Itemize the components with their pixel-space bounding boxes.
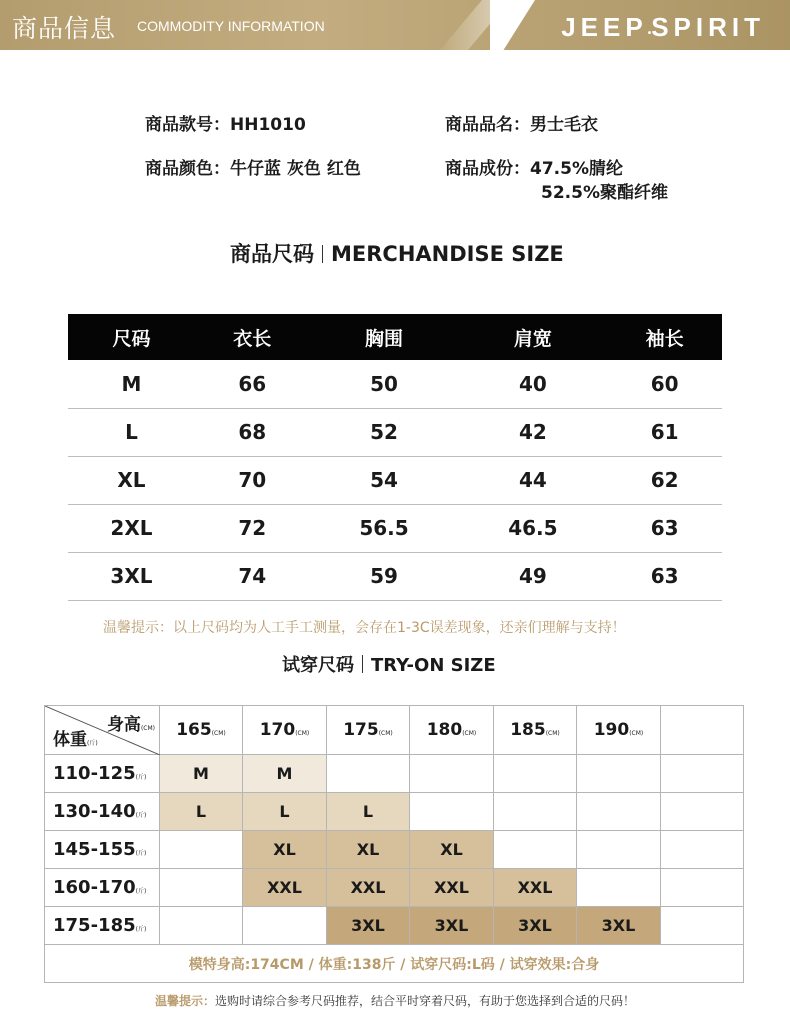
weight-row-header: [45, 907, 160, 945]
header-cell: 袖长: [607, 314, 722, 360]
height-unit: (CM): [462, 730, 477, 737]
tryon-cell: XL: [410, 831, 494, 869]
size-title-cn: 商品尺码: [230, 242, 314, 266]
empty-cell: [661, 793, 744, 831]
length-cell: 74: [195, 552, 310, 600]
tryon-cell: L: [160, 793, 243, 831]
height-col-header: [494, 706, 577, 755]
tryon-cell: XXL: [327, 869, 410, 907]
model-info-row: [45, 945, 744, 983]
product-material: [445, 154, 623, 179]
shoulder-cell: 49: [458, 552, 607, 600]
weight-row-header: [45, 869, 160, 907]
length-cell: 66: [195, 360, 310, 408]
height-axis-label: [107, 710, 155, 735]
tryon-cell: M: [160, 755, 243, 793]
measurement-tip: 温馨提示：以上尺码均为人工手工测量，会存在1-3C误差现象，还亲们理解与支持！: [103, 620, 626, 636]
height-col-header: [243, 706, 327, 755]
tryon-cell: XXL: [410, 869, 494, 907]
shoulder-cell: 44: [458, 456, 607, 504]
header-banner: [0, 0, 790, 50]
name-value: 男士毛衣: [530, 115, 598, 135]
bottom-tip: [0, 992, 790, 1009]
sleeve-cell: 63: [607, 504, 722, 552]
height-unit: (CM): [211, 730, 226, 737]
size-cell: 2XL: [68, 504, 195, 552]
size-table: [68, 314, 722, 601]
bottom-tip-text: 选购时请综合参考尺码推荐，结合平时穿着尺码，有助于您选择到合适的尺码！: [215, 994, 636, 1008]
tryon-cell: [577, 793, 661, 831]
header-cell: 胸围: [310, 314, 459, 360]
header-cell: 衣长: [195, 314, 310, 360]
tryon-row: [45, 907, 744, 945]
height-unit: (CM): [378, 730, 393, 737]
style-label: 商品款号：: [145, 115, 230, 135]
tryon-row: [45, 869, 744, 907]
tryon-cell: [160, 831, 243, 869]
style-value: HH1010: [230, 115, 306, 135]
size-cell: L: [68, 408, 195, 456]
height-unit: (CM): [545, 730, 560, 737]
weight-row-header: [45, 755, 160, 793]
banner-title-en: COMMODITY INFORMATION: [137, 18, 325, 34]
tryon-cell: [410, 755, 494, 793]
banner-title-cn: 商品信息: [12, 14, 117, 43]
height-value: 180: [426, 720, 463, 740]
tryon-row: [45, 793, 744, 831]
tryon-cell: 3XL: [410, 907, 494, 945]
sleeve-cell: 60: [607, 360, 722, 408]
tryon-cell: [494, 831, 577, 869]
header-cell: 尺码: [68, 314, 195, 360]
title-divider: [362, 655, 363, 673]
shoulder-cell: 46.5: [458, 504, 607, 552]
empty-cell: [661, 831, 744, 869]
height-value: 190: [593, 720, 630, 740]
height-col-header: [160, 706, 243, 755]
material-line2: 52.5%聚酯纤维: [541, 183, 668, 203]
weight-unit: (斤): [135, 850, 147, 857]
table-row: [68, 456, 722, 504]
tryon-cell: M: [243, 755, 327, 793]
bottom-tip-label: 温馨提示：: [154, 994, 215, 1008]
shoulder-cell: 40: [458, 360, 607, 408]
product-name: [445, 110, 598, 135]
chest-cell: 54: [310, 456, 459, 504]
tryon-row: [45, 831, 744, 869]
sleeve-cell: 63: [607, 552, 722, 600]
tryon-cell: 3XL: [494, 907, 577, 945]
tryon-cell: [243, 907, 327, 945]
material-label: 商品成份：: [445, 159, 530, 179]
empty-cell: [661, 907, 744, 945]
height-value: 185: [510, 720, 546, 740]
tryon-title-en: TRY-ON SIZE: [371, 655, 496, 676]
name-label: 商品品名：: [445, 115, 530, 135]
tryon-cell: [577, 869, 661, 907]
weight-row-header: [45, 793, 160, 831]
length-cell: 68: [195, 408, 310, 456]
tryon-cell: XXL: [494, 869, 577, 907]
header-cell: 肩宽: [458, 314, 607, 360]
tryon-cell: [160, 869, 243, 907]
length-cell: 72: [195, 504, 310, 552]
title-divider: [322, 245, 323, 263]
tryon-cell: [494, 793, 577, 831]
height-col-header: [577, 706, 661, 755]
tryon-cell: 3XL: [327, 907, 410, 945]
size-cell: 3XL: [68, 552, 195, 600]
weight-unit: (斤): [135, 888, 147, 895]
shoulder-cell: 42: [458, 408, 607, 456]
height-unit: (CM): [140, 725, 155, 732]
tryon-title-cn: 试穿尺码: [282, 655, 354, 676]
weight-axis-label: [53, 725, 98, 750]
weight-value: 145-155: [53, 839, 136, 860]
tryon-cell: [577, 831, 661, 869]
color-label: 商品颜色：: [145, 159, 230, 179]
size-table-header: [68, 314, 722, 360]
chest-cell: 52: [310, 408, 459, 456]
tryon-cell: XXL: [243, 869, 327, 907]
weight-value: 110-125: [53, 763, 136, 784]
table-row: [68, 360, 722, 408]
tryon-cell: XL: [327, 831, 410, 869]
table-row: [68, 504, 722, 552]
weight-row-header: [45, 831, 160, 869]
product-style-no: [145, 110, 306, 135]
size-cell: M: [68, 360, 195, 408]
banner-divider: [490, 0, 535, 50]
table-row: [68, 552, 722, 600]
tryon-cell: L: [243, 793, 327, 831]
height-unit: (CM): [629, 730, 644, 737]
size-title-en: MERCHANDISE SIZE: [331, 242, 564, 266]
size-cell: XL: [68, 456, 195, 504]
weight-unit: (斤): [135, 774, 147, 781]
tryon-cell: [160, 907, 243, 945]
sleeve-cell: 62: [607, 456, 722, 504]
brand-logo: JEEP•SPIRIT: [561, 12, 765, 42]
size-section-title: [230, 238, 564, 268]
empty-cell: [661, 755, 744, 793]
tryon-cell: [577, 755, 661, 793]
height-value: 175: [343, 720, 379, 740]
tryon-row: [45, 755, 744, 793]
tryon-section-title: [282, 651, 496, 677]
height-col-header: [410, 706, 494, 755]
tryon-cell: [327, 755, 410, 793]
empty-cell: [661, 706, 744, 755]
model-info: 模特身高:174CM / 体重:138斤 / 试穿尺码:L码 / 试穿效果:合身: [45, 945, 744, 983]
material-line1: 47.5%腈纶: [530, 159, 623, 179]
weight-unit: (斤): [135, 926, 147, 933]
weight-unit: (斤): [135, 812, 147, 819]
height-label: 身高: [106, 715, 141, 735]
weight-label: 体重: [53, 730, 87, 750]
sleeve-cell: 61: [607, 408, 722, 456]
product-material-line2: [541, 178, 668, 203]
chest-cell: 50: [310, 360, 459, 408]
tryon-cell: XL: [243, 831, 327, 869]
product-colors: [145, 154, 361, 179]
tryon-corner-cell: [45, 706, 160, 755]
weight-value: 175-185: [53, 915, 136, 936]
chest-cell: 56.5: [310, 504, 459, 552]
weight-unit: (斤): [87, 740, 98, 747]
tryon-cell: L: [327, 793, 410, 831]
weight-value: 130-140: [53, 801, 136, 822]
weight-value: 160-170: [53, 877, 136, 898]
tryon-cell: [410, 793, 494, 831]
empty-cell: [661, 869, 744, 907]
tryon-cell: [494, 755, 577, 793]
length-cell: 70: [195, 456, 310, 504]
color-value: 牛仔蓝 灰色 红色: [230, 159, 361, 179]
height-unit: (CM): [295, 730, 310, 737]
tryon-cell: 3XL: [577, 907, 661, 945]
tryon-table: [44, 705, 744, 983]
chest-cell: 59: [310, 552, 459, 600]
height-value: 165: [176, 720, 212, 740]
tryon-header-row: [45, 706, 744, 755]
height-col-header: [327, 706, 410, 755]
height-value: 170: [259, 720, 296, 740]
table-row: [68, 408, 722, 456]
